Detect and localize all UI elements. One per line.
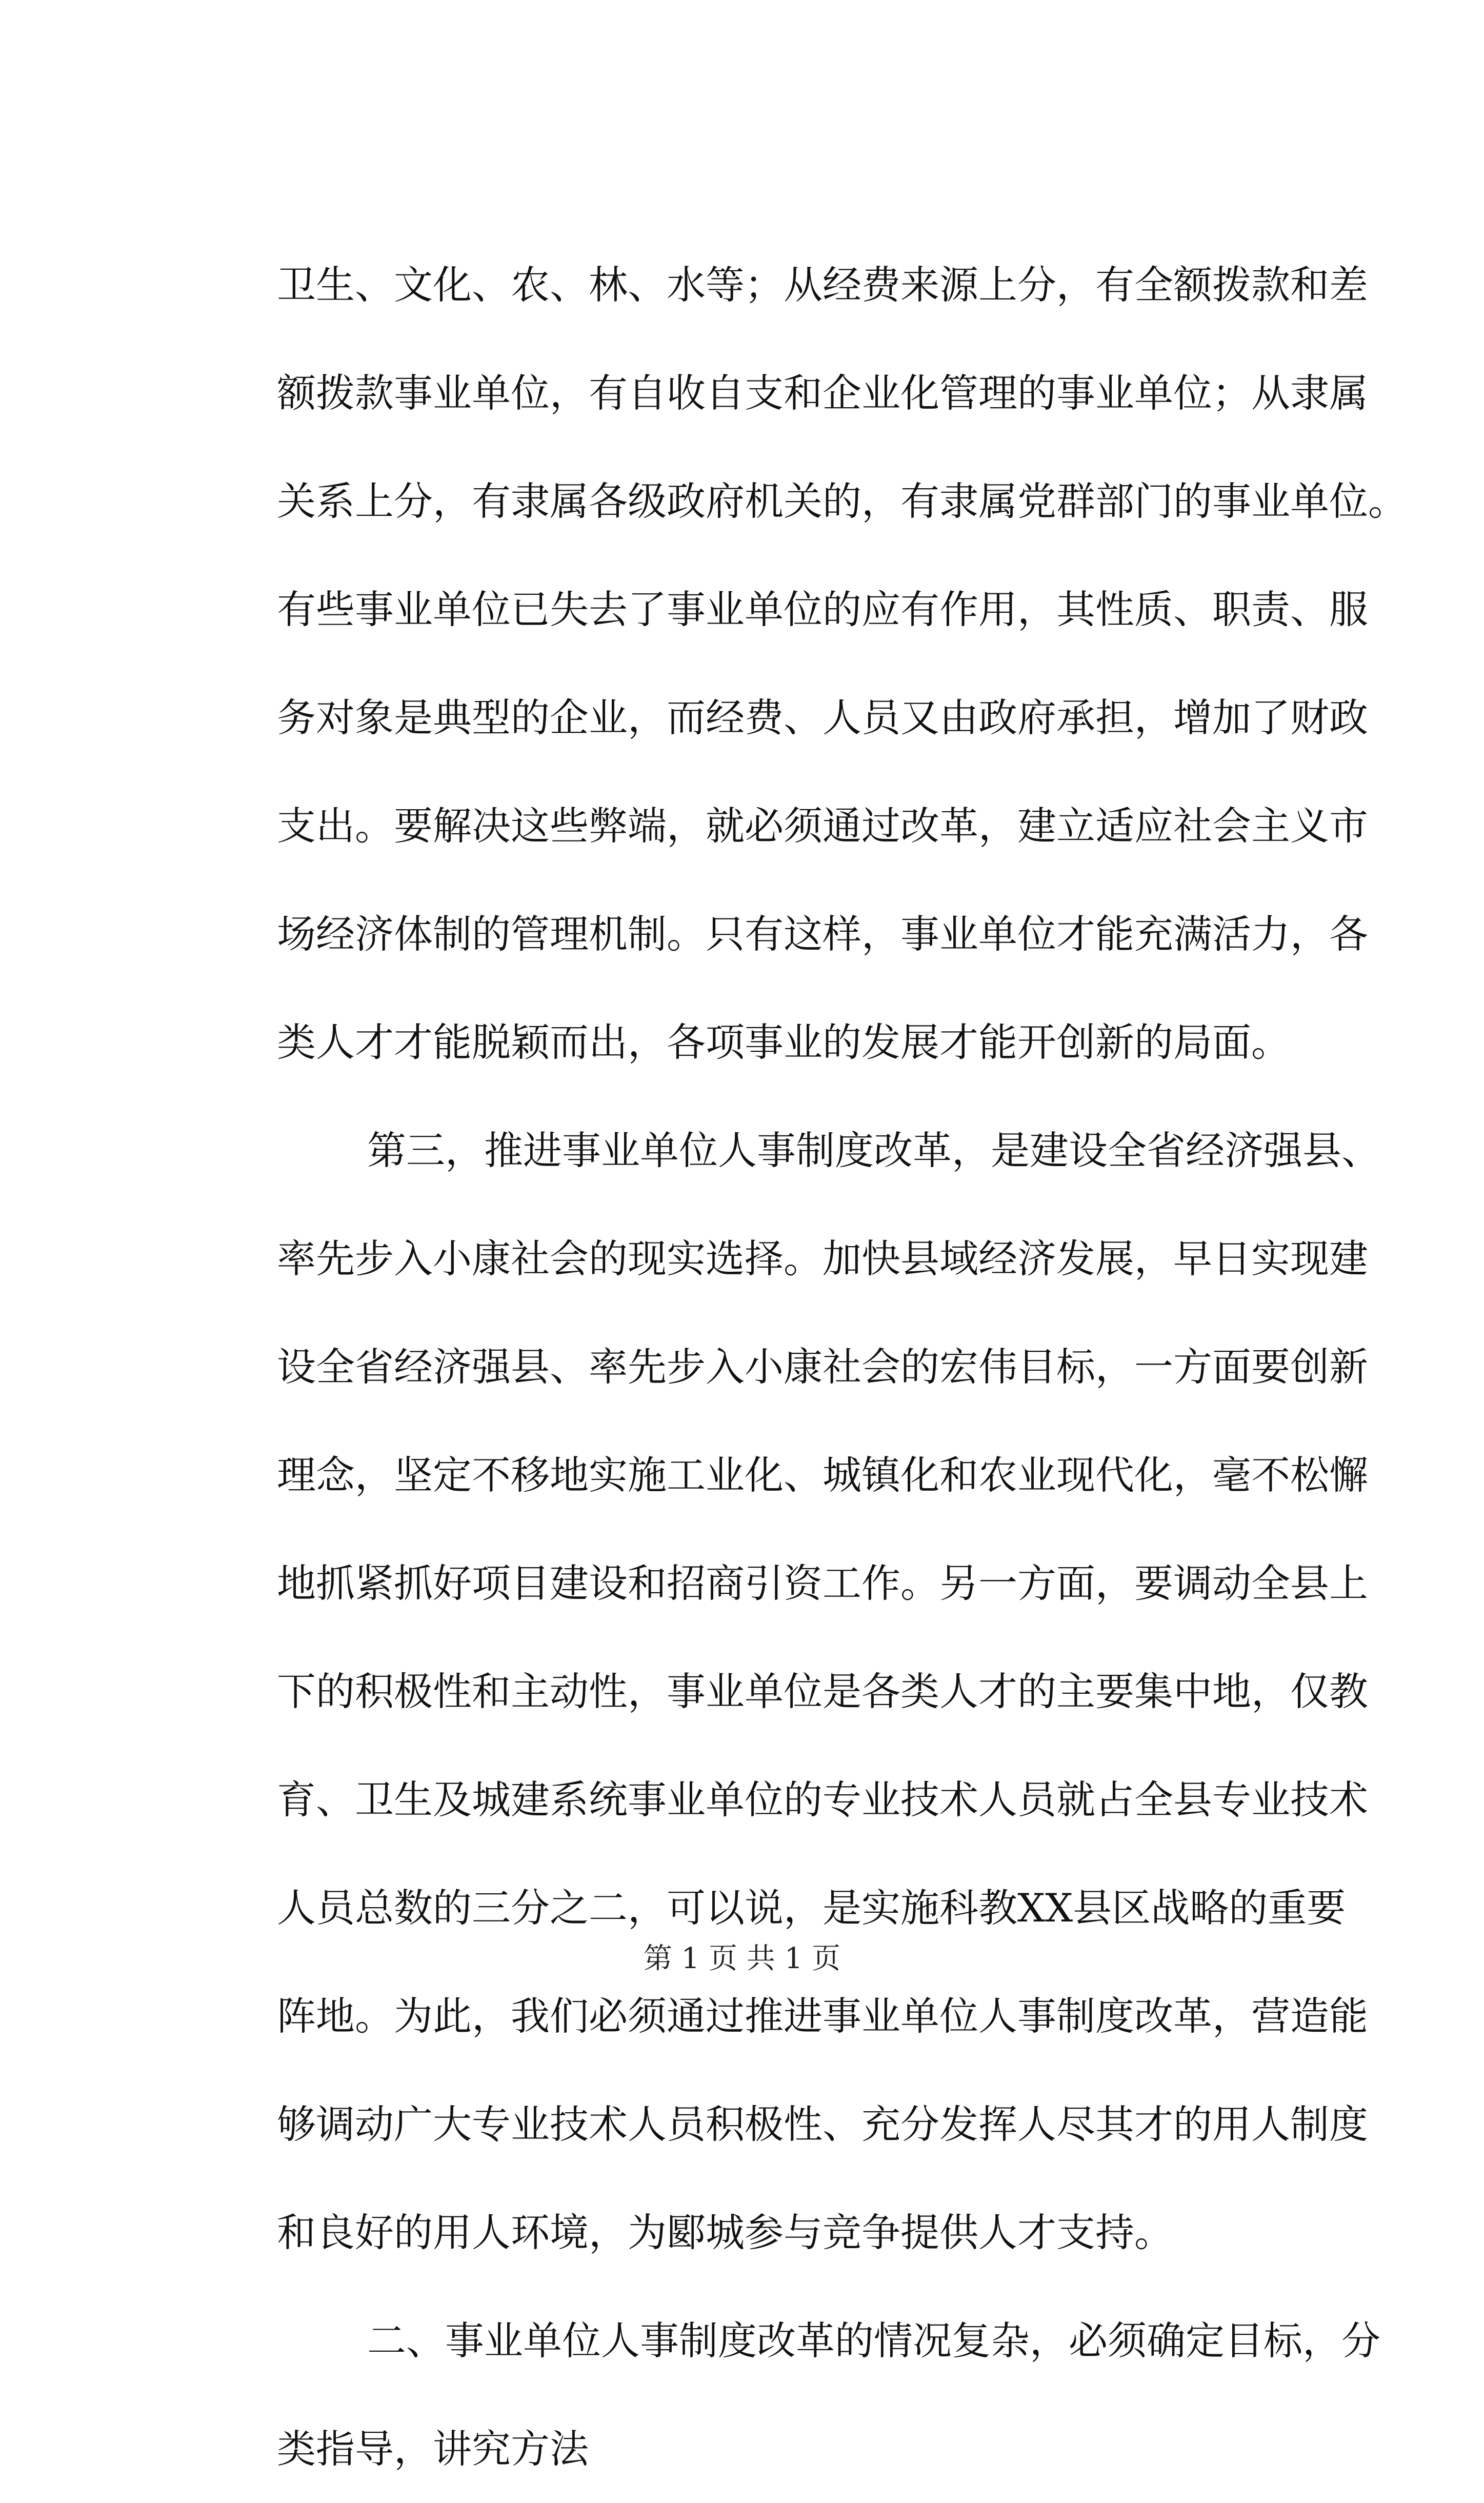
text-line: 场经济体制的管理机制。只有这样，事业单位才能充满活力，各 (277, 911, 1368, 957)
text-line: 阵地。为此，我们必须通过推进事业单位人事制度改革，营造能 (277, 1993, 1368, 2039)
text-line: 和良好的用人环境，为郾城参与竞争提供人才支持。 (277, 2210, 1173, 2255)
section-heading-line: 类指导，讲究方法 (277, 2426, 589, 2472)
text-line: 够调动广大专业技术人员积极性、充分发挥人尽其才的用人制度 (277, 2101, 1368, 2147)
text-line: 率先步入小康社会的现实选择。加快县域经济发展，早日实现建 (277, 1236, 1368, 1281)
text-line: 理念，坚定不移地实施工业化、城镇化和农业现代化，毫不松懈 (277, 1452, 1368, 1498)
page-footer: 第 1 页 共 1 页 (643, 1942, 841, 1975)
text-line: 支出。要解决这些弊端，就必须通过改革，建立适应社会主义市 (277, 803, 1368, 849)
text-line: 务对象是典型的企业，而经费、人员又由政府承担，增加了财政 (277, 695, 1368, 740)
section-heading-line: 二、事业单位人事制度改革的情况复杂，必须确定目标，分 (367, 2318, 1380, 2364)
text-line: 类人才才能脱颖而出，各项事业的发展才能开创新的局面。 (277, 1019, 1290, 1065)
text-line: 额拨款事业单位，有自收自支和企业化管理的事业单位；从隶属 (277, 370, 1368, 416)
text-line: 育、卫生及城建系统事业单位的专业技术人员就占全县专业技术 (277, 1777, 1368, 1823)
text-line: 人员总数的三分之二，可以说，是实施科教XX县区战略的重要 (277, 1885, 1346, 1931)
text-line: 下的积极性和主动性，事业单位是各类人才的主要集中地，仅教 (277, 1669, 1368, 1714)
text-line: 有些事业单位已失去了事业单位的应有作用，其性质、职责、服 (277, 587, 1368, 632)
text-line: 设全省经济强县、率先步入小康社会的宏伟目标，一方面要创新 (277, 1344, 1368, 1390)
text-line: 关系上分，有隶属各级政府机关的，有隶属党群部门的事业单位。 (277, 478, 1407, 524)
paragraph-first-line: 第三，推进事业单位人事制度改革，是建设全省经济强县、 (367, 1128, 1380, 1173)
text-line: 地抓紧抓好项目建设和招商引资工作。另一方面，要调动全县上 (277, 1560, 1368, 1606)
text-line: 卫生、文化、农、林、水等；从经费来源上分，有全额拨款和差 (277, 262, 1368, 308)
body-text (277, 231, 1407, 2503)
